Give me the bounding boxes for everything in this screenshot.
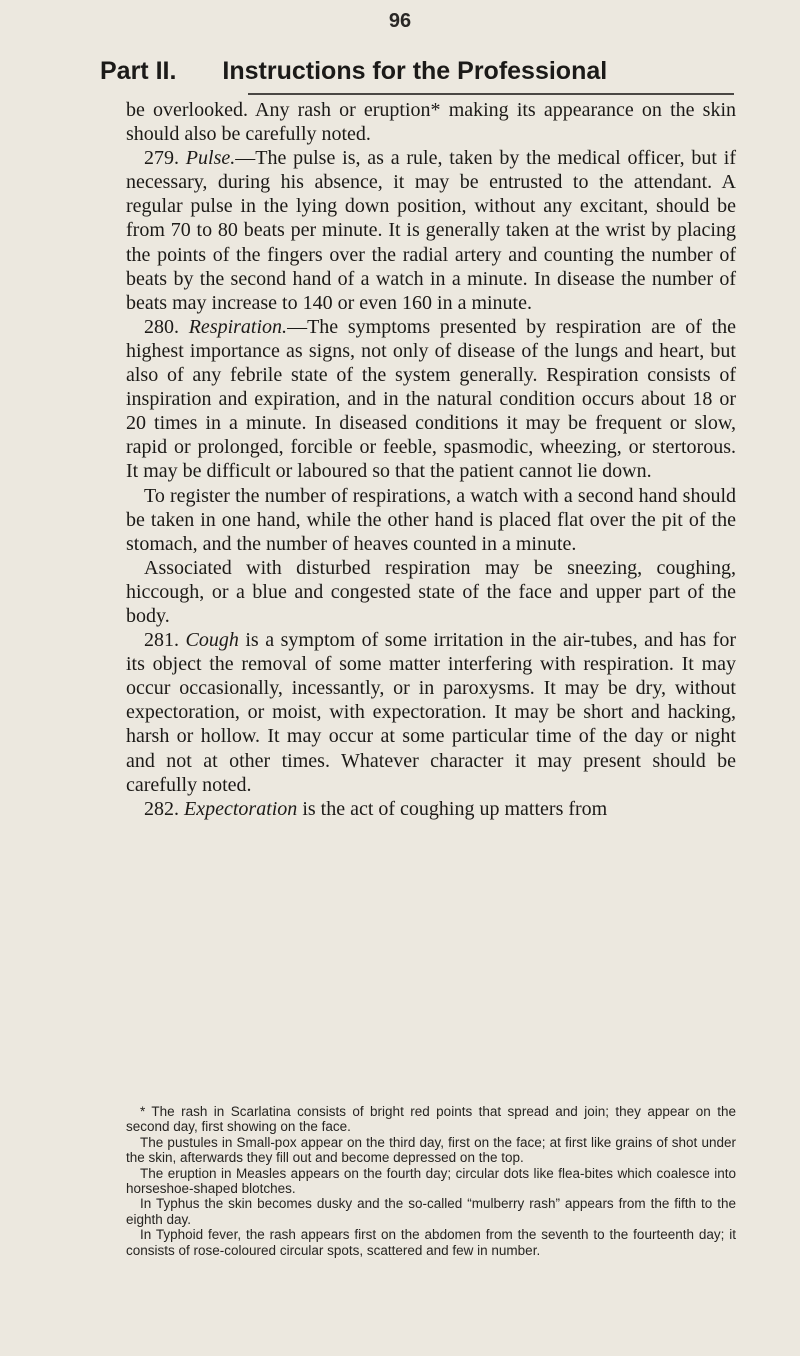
footnote-typhus: In Typhus the skin becomes dusky and the so-called “mulberry rash” appears from the fifth to the eighth day. [126,1196,736,1227]
paragraph-number: 279. [144,147,179,170]
running-head-part: Part II. [100,57,177,85]
paragraph-number: 280. [144,315,179,338]
paragraph-term: Expectoration [184,797,298,820]
footnotes [126,1104,736,1258]
paragraph-282-expectoration [126,797,736,821]
paragraph-text: is the act of coughing up matters from [297,797,608,820]
paragraph-number: 282. [144,797,179,820]
running-head [100,57,740,86]
paragraph-term: Pulse. [185,147,236,170]
paragraph-280-respiration [126,315,736,484]
paragraph-respiration-associated: Associated with disturbed respiration may be sneezing, coughing, hiccough, or a blue and congested state of the face and upper part of the body. [126,556,736,627]
body-text [126,98,736,821]
footnote-small-pox: The pustules in Small-pox appear on the third day, first on the face; at first like grains of shot under the skin, afterwards they fill out and become depressed on the top. [126,1134,736,1166]
paragraph-continuation: be overlooked. Any rash or eruption* making its appearance on the skin should also be carefully noted. [126,99,736,146]
paragraph-term: Respiration. [188,315,288,338]
footnote-typhoid: In Typhoid fever, the rash appears first on the abdomen from the seventh to the fourteenth day; it consists of rose-coloured circular spots, scattered and few in number. [126,1227,736,1258]
paragraph-number: 281. [144,629,179,652]
paragraph-respiration-count: To register the number of respirations, a watch with a second hand should be taken in one hand, while the other hand is placed flat over the pit of the stomach, and the number of heaves counted in a minute. [126,484,736,555]
paragraph-text: —The pulse is, as a rule, taken by the medical officer, but if necessary, during his absence, it may be entrusted to the attendant. A regular pulse in the lying down position, without any excitant, should be from 70 to 80 beats per minute. It is generally taken at the wrist by placing the points of the fingers over the radial artery and counting the number of beats by the second hand of a watch in a minute. In disease the number of beats may increase to 140 or even 160 in a minute. [126,147,736,314]
running-head-title: Instructions for the Professional [222,57,608,85]
footnote-scarlatina: * The rash in Scarlatina consists of bright red points that spread and join; they appear on the second day, first showing on the face. [126,1104,736,1135]
running-head-rule [248,93,734,95]
paragraph-279-pulse [126,146,736,315]
footnote-measles: The eruption in Measles appears on the fourth day; circular dots like flea-bites which coalesce into horseshoe-shaped blotches. [126,1165,736,1197]
paragraph-text: is a symptom of some irritation in the air-tubes, and has for its object the removal of some matter interfering with respiration. It may occur occasionally, incessantly, or in paroxysms. It may be dry, without expectoration, or moist, with expectoration. It may be short and hacking, harsh or hollow. It may occur at some particular time of the day or night and not at other times. Whatever character it may present should be carefully noted. [126,629,736,796]
paragraph-term: Cough [185,629,239,652]
paragraph-text: —The symptoms presented by respiration are of the highest importance as signs, not only of disease of the lungs and heart, but also of any febrile state of the system generally. Respiration consists of inspiration and expiration, and in the natural condition occurs about 18 or 20 times in a minute. In diseased conditions it may be frequent or slow, rapid or prolonged, forcible or feeble, spasmodic, wheezing, or stertorous. It may be difficult or laboured so that the patient cannot lie down. [126,315,737,483]
paragraph-281-cough [126,628,736,797]
page-number: 96 [388,10,412,32]
